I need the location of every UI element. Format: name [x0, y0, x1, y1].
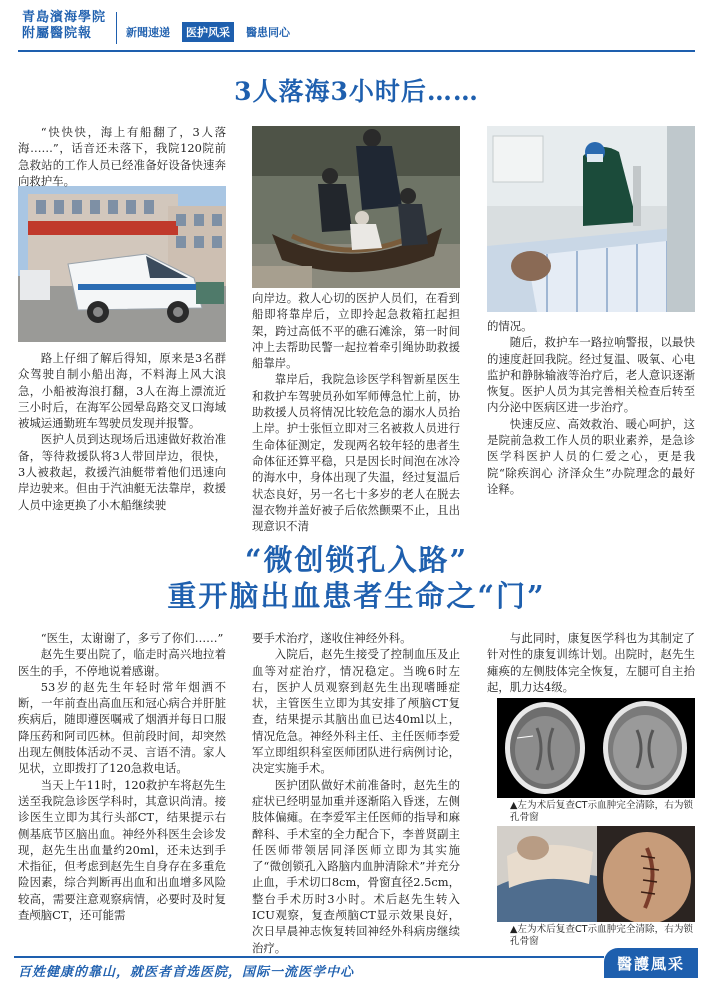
logo-line-2: 附屬醫院報: [22, 26, 93, 41]
masthead-divider: [116, 12, 117, 44]
rescue-boat-photo: [252, 126, 460, 288]
article2-paragraph: 入院后，赵先生接受了控制血压及止血等对症治疗，情况稳定。当晚6时左右，医护人员观察到赵先生出现嗜睡症状，主管医生立即为其安排了颅脑CT复查，结果提示其脑出血已达40ml以上，情况危急。神经外科主任、主任医师李爱军立即组织科室医师团队进行病例讨论，决定实施手术。: [252, 647, 460, 776]
footer-slogan: 百姓健康的靠山，就医者首选医院，国际一流医学中心: [18, 965, 355, 980]
masthead-rule: [18, 50, 695, 52]
ambulance-photo: [18, 186, 226, 342]
article2-paragraph: “医生，太谢谢了，多亏了你们……”: [40, 631, 224, 645]
article1-paragraph: 靠岸后，我院急诊医学科智新星医生和救护车驾驶员孙如军师傅急忙上前，协助救援人员将情况比较危急的溺水人员抬上岸。护士张恒立即对三名被救人员进行生命体征测定，发现两名较年轻的患者生命体征还算平稳，只是因长时间泡在冰冷的海水中，身体出现了失温，经过复温后状态良好，另一名七十多岁的老人在脱去湿衣物并盖好被子后依然颤栗不止，且出现意识不清: [252, 372, 460, 534]
ward-patient-photo: [487, 126, 695, 312]
article2-title-line-1: “微创锁孔入路”: [244, 543, 469, 577]
article1-paragraph: 随后，救护车一路拉响警报，以最快的速度赶回我院。经过复温、吸氧、心电监护和静脉输液等治疗后，老人意识逐渐恢复。医护人员为其完善相关检查后转至内分泌中医病区进一步治疗。: [487, 335, 695, 415]
article1-column-1a: [18, 124, 226, 189]
article2-paragraph: 53岁的赵先生年轻时常年烟酒不断，一年前查出高血压和冠心病合并肝脏疾病后，随即遵医嘱戒了烟酒并每日口服降压药和阿司匹林。但前段时间，却突然出现左侧肢体活动不灵、言语不清。家人见状，立即拨打了120急救电话。: [18, 679, 226, 776]
section-nav: [122, 22, 294, 42]
article2-column-2: [252, 630, 460, 956]
article1-paragraph: 医护人员到达现场后迅速做好救治准备，等待救援队将3人带回岸边，很快，3人被救起，救援汽油艇带着他们迅速向岸边驶来。但由于汽油艇无法靠岸，救援人员中途更换了小木船继续驶: [18, 432, 226, 512]
footer-rule: [14, 956, 604, 958]
section-badge: 醫護風采: [604, 948, 698, 978]
newspaper-logo: [22, 10, 114, 42]
article1-title: 3人落海3小时后……: [234, 77, 479, 106]
article1-column-3: [487, 318, 695, 497]
ct-scan-caption: ▲左为术后复查CT示血肿完全清除，右为锁孔骨窗: [510, 800, 694, 823]
article1-paragraph: “快快快，海上有船翻了，3人落海……”，话音还未落下，我院120院前急救站的工作人员已经准备好设备快速奔向救护车。: [18, 125, 226, 188]
nav-doctor-patient[interactable]: 醫患同心: [246, 26, 290, 39]
article2-column-1: [18, 630, 226, 923]
article1-column-1b: [18, 350, 226, 513]
article2-paragraph: 赵先生要出院了，临走时高兴地拉着医生的手，不停地说着感谢。: [18, 647, 226, 678]
nav-news[interactable]: 新聞速递: [126, 26, 170, 39]
article1-paragraph: 的情况。: [487, 319, 533, 333]
nav-medical-staff[interactable]: 医护风采: [182, 22, 234, 42]
keyhole-caption: ▲左为术后复查CT示血肿完全清除，右为锁孔骨窗: [510, 924, 694, 947]
article1-paragraph: 路上仔细了解后得知，原来是3名群众驾驶自制小船出海，不料海上风大浪急，小船被海浪打翻，3人在海上漂流近三小时后，在海军公园晕岛路交叉口海域被城运通勤班车驾驶员发现并报警。: [18, 351, 226, 431]
logo-line-1: 青島濱海學院: [22, 10, 107, 25]
article2-paragraph: 医护团队做好术前准备时，赵先生的症状已经明显加重并逐渐陷入昏迷，左侧肢体偏瘫。在李爱军主任医师的指导和麻醉科、手术室的全力配合下，李普贤副主任医师带领居同泽医师立即为其实施了“微创锁孔入路脑内血肿清除术”并充分止血，手术切口8cm，骨窗直径2.5cm，整台手术历时3小时。术后赵先生转入ICU观察，复查颅脑CT显示效果良好，次日早晨神志恢复转回神经外科病房继续治疗。: [252, 777, 460, 955]
article2-paragraph: 与此同时，康复医学科也为其制定了针对性的康复训练计划。出院时，赵先生瘫痪的左侧肢体完全恢复，左腿可自主抬起，肌力达4级。: [487, 631, 695, 694]
article1-paragraph: 快速反应、高效救治、暖心呵护，这是院前急救工作人员的职业素养，是急诊医学科医护人员的仁爱之心，更是我院“除疾润心 济泽众生”办院理念的最好诠释。: [487, 416, 695, 496]
article1-column-2: [252, 290, 460, 534]
article2-title-line-2: 重开脑出血患者生命之“门”: [167, 579, 546, 613]
article1-paragraph: 向岸边。救人心切的医护人员们，在看到船即将靠岸后，立即拎起急救箱扛起担架，跨过高低不平的礁石滩涂，第一时间冲上去帮助民警一起拉着牵引绳协助救援船靠岸。: [252, 291, 460, 371]
ct-scan-photo: [497, 698, 695, 798]
article2-paragraph: 当天上午11时，120救护车将赵先生送至我院急诊医学科时，其意识尚清。接诊医生立即为其行头部CT，结果提示右侧基底节区脑出血。神经外科医生会诊发现，赵先生出血量约20ml，还未达到手术指征，但考虑到赵先生自身存在多重危险因素，综合判断再出血和出血增多风险较高，需要注意观察病情，必要时及时复查颅脑CT，还可能需: [18, 777, 226, 923]
masthead: [0, 0, 713, 56]
article2-paragraph: 要手术治疗，遂收住神经外科。: [252, 631, 412, 645]
keyhole-incision-photo: [497, 826, 695, 922]
article2-column-3: [487, 630, 695, 695]
